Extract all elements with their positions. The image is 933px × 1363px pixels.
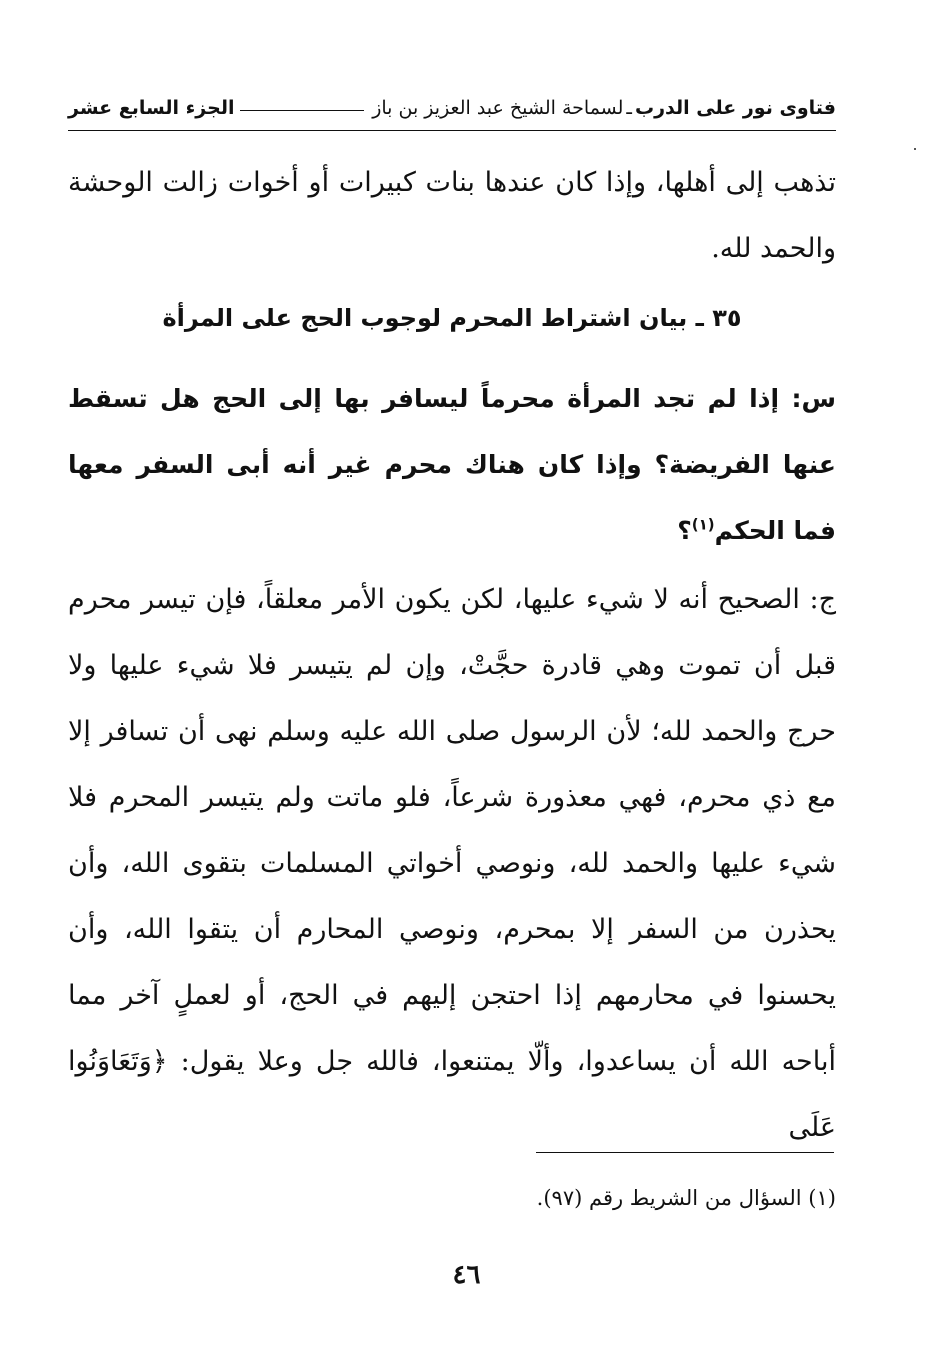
running-header: [68, 92, 836, 124]
scan-speck: [914, 148, 916, 150]
section-title: ٣٥ ـ بيان اشتراط المحرم لوجوب الحج على المرأة: [162, 304, 742, 332]
question-paragraph: [68, 366, 836, 564]
book-title: فتاوى نور على الدرب: [635, 97, 836, 119]
header-rule: [68, 130, 836, 131]
author-name: لسماحة الشيخ عبد العزيز بن باز: [372, 97, 624, 119]
footnote-rule: [536, 1152, 834, 1153]
answer-paragraph: ج: الصحيح أنه لا شيء عليها، لكن يكون الأمر معلقاً، فإن تيسر محرم قبل أن تموت وهي قادرة حجَّتْ، وإن لم يتيسر فلا شيء عليها ولا حرج والحمد لله؛ لأن الرسول صلى الله عليه وسلم نهى أن تسافر إلا مع ذي محرم، فهي معذورة شرعاً، فلو ماتت ولم يتيسر المحرم فلا شيء عليها والحمد لله، ونوصي أخواتي المسلمات بتقوى الله، وأن يحذرن من السفر إلا بمحرم، ونوصي المحارم أن يتقوا الله، وأن يحسنوا في محارمهم إذا احتجن إليهم في الحج، أو لعملٍ آخر مما أباحه الله أن يساعدوا، وألّا يمتنعوا، فالله جل وعلا يقول: ﴿وَتَعَاوَنُوا عَلَى: [68, 584, 836, 1143]
question-text: س: إذا لم تجد المرأة محرماً ليسافر بها إلى الحج هل تسقط عنها الفريضة؟ وإذا كان هناك محرم غير أنه أبى السفر معها فما الحكم: [68, 384, 836, 545]
intro-paragraph: تذهب إلى أهلها، وإذا كان عندها بنات كبيرات أو أخوات زالت الوحشة والحمد لله.: [68, 167, 836, 264]
header-dash-line: [240, 110, 364, 111]
page-number: ٤٦: [452, 1260, 481, 1290]
header-separator: ـ: [626, 97, 632, 119]
footnote: (١) السؤال من الشريط رقم (٩٧).: [536, 1186, 836, 1210]
footnote-reference: (١): [691, 515, 715, 534]
volume-label: الجزء السابع عشر: [68, 97, 235, 119]
question-mark: ؟: [677, 516, 692, 545]
